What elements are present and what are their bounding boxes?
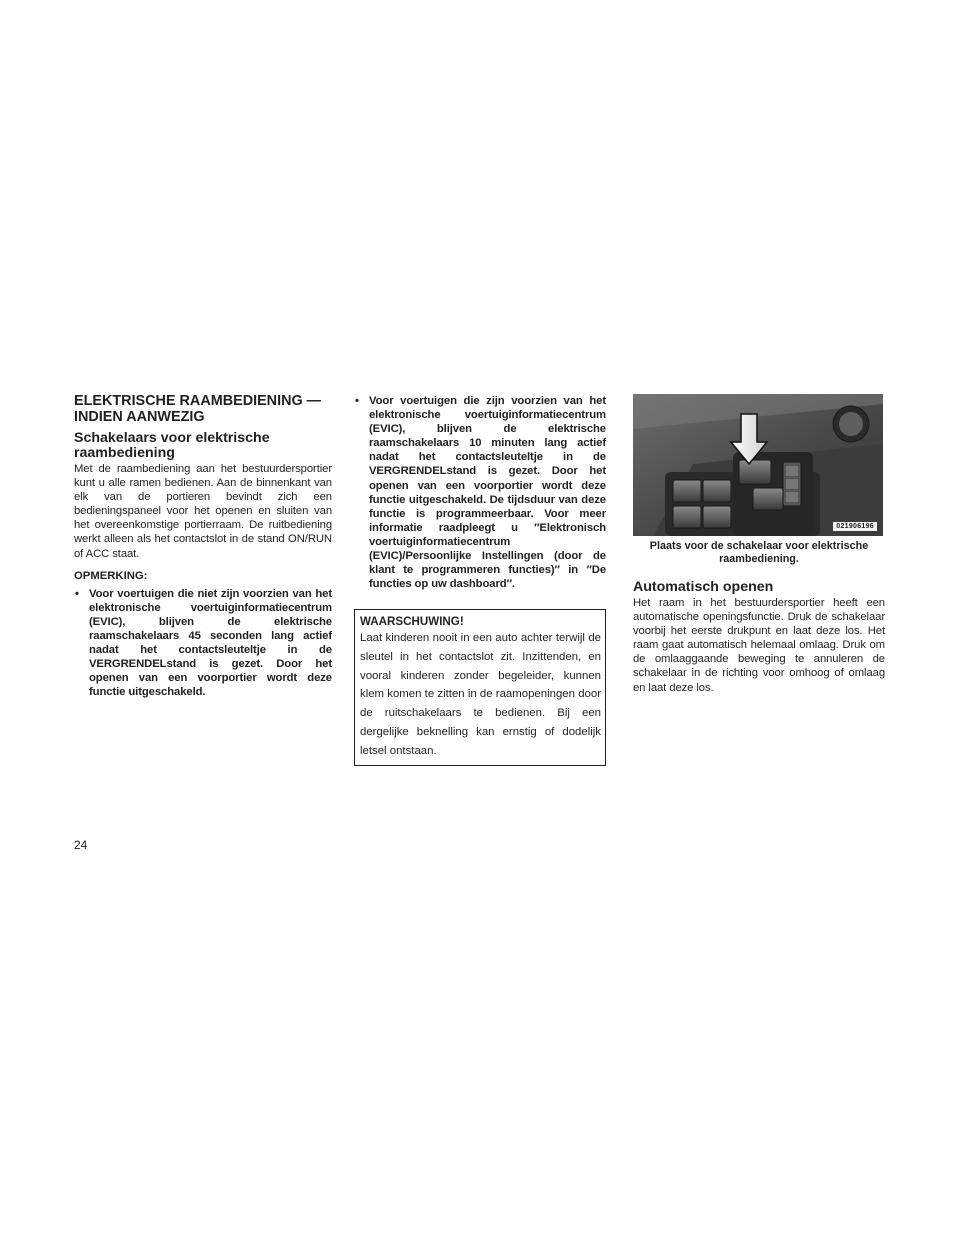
intro-paragraph: Met de raambediening aan het bestuurdersportier kunt u alle ramen bedienen. Aan de binnenkant van elk van de portieren bevindt zich een bedieningspaneel voor het openen en sluiten van het overeenkomstige portierraam. De ruitbediening werkt alleen als het contactslot in de stand ON/RUN of ACC staat. — [74, 463, 332, 560]
auto-open-paragraph: Het raam in het bestuurdersportier heeft een automatische openingsfunctie. Druk de schakelaar voorbij het eerste drukpunt en laat deze los. Het raam gaat automatisch helemaal omlaag. Druk om de omlaaggaande beweging te annuleren de schakelaar in de richting voor omhoog of omlaag en laat deze los. — [633, 597, 885, 694]
section-heading: ELEKTRISCHE RAAMBEDIENING — INDIEN AANWEZIG — [74, 393, 322, 425]
figure-caption: Plaats voor de schakelaar voor elektrische raambediening. — [649, 540, 869, 565]
image-code: 021906196 — [833, 522, 877, 531]
bullet-dot: • — [355, 395, 359, 407]
door-panel-illustration — [633, 394, 883, 536]
note-bullet-2-text: Voor voertuigen die zijn voorzien van het elektronische voertuiginformatiecentrum (EVIC), blijven de elektrische raamschakelaars 10 minuten lang actief nadat het contactsleuteltje in de VERGRENDELstand is gezet. Door het openen van een voorportier wordt deze functie uitgeschakeld. De tijdsduur van deze functie is programmeerbaar. Voor meer informatie raadpleegt u ″Elektronisch voertuiginformatiecentrum (EVIC)/Persoonlijke Instellingen (door de klant te programmeren functies)″ in ″De functies op uw dashboard″. — [369, 395, 606, 591]
middle-column — [354, 394, 606, 766]
note-bullet-1-text: Voor voertuigen die niet zijn voorzien van het elektronische voertuiginformatiecentrum (EVIC), blijven de elektrische raamschakelaars 45 seconden lang actief nadat het contactsleuteltje in de VERGRENDELstand is gezet. Door het openen van een voorportier wordt deze functie uitgeschakeld. — [89, 587, 332, 699]
note-bullet-2 — [354, 394, 606, 591]
window-switch-photo — [633, 394, 883, 536]
subheading: Schakelaars voor elektrische raambediening — [74, 430, 270, 461]
left-column — [74, 394, 332, 699]
bullet-dot: • — [75, 587, 79, 600]
subheading-auto-open: Automatisch openen — [633, 579, 774, 595]
warning-title: WAARSCHUWING! — [360, 615, 464, 629]
warning-box — [354, 609, 606, 766]
warning-text: Laat kinderen nooit in een auto achter terwijl de sleutel in het contactslot zit. Inzittenden, en vooral kinderen zonder begeleider, kunnen klem komen te zitten in de raamopeningen door de ruitschakelaars te bedienen. Bij een dergelijke beknelling kan ernstig of dodelijk letsel ontstaan. — [360, 632, 601, 757]
page-number: 24 — [74, 838, 88, 852]
right-column — [633, 394, 885, 695]
note-bullet-1 — [74, 587, 332, 700]
note-label: OPMERKING: — [74, 569, 148, 582]
